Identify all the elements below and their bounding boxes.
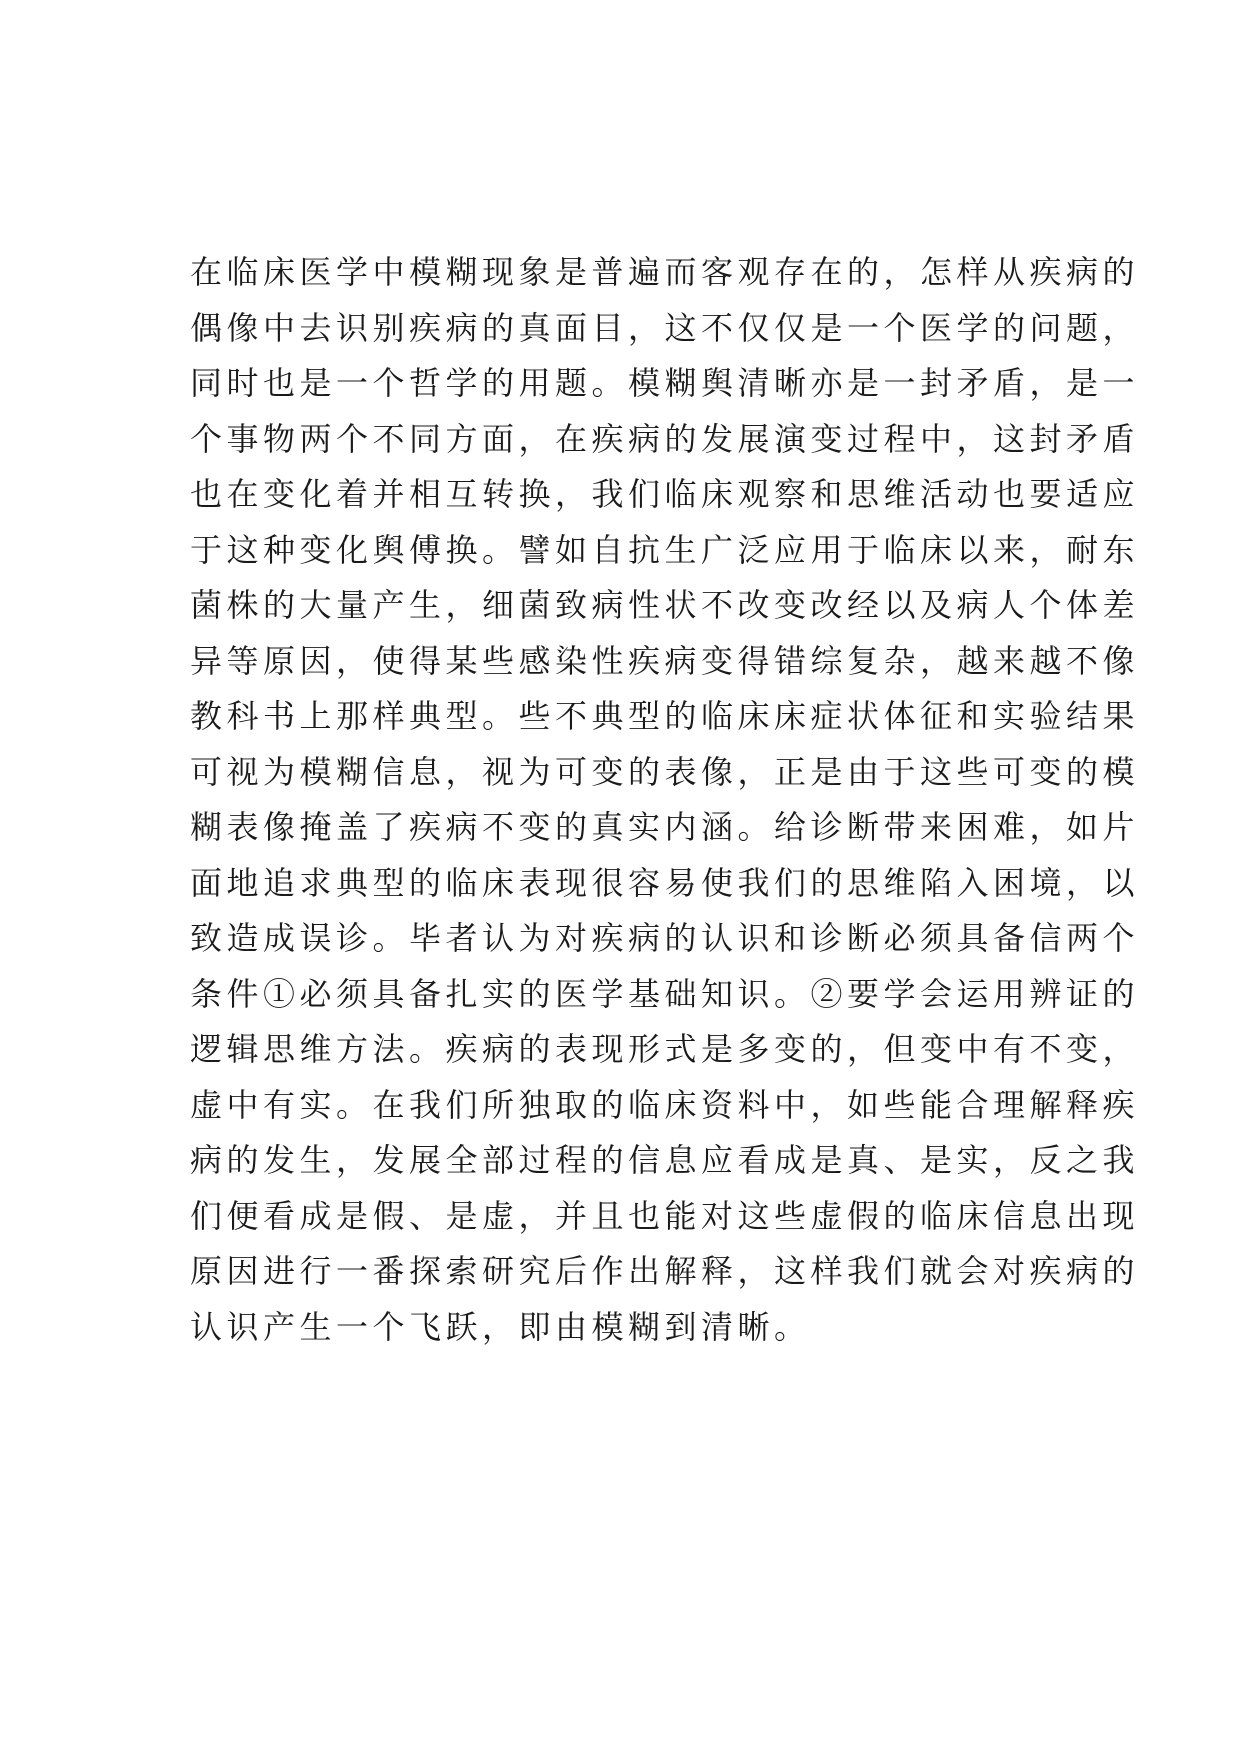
paragraph-line-14: 条件①必须具备扎实的医学基础知识。②要学会运用辨证的	[190, 974, 1140, 1013]
paragraph-line-20: 认识产生一个飞跃，即由模糊到清晰。	[190, 1307, 811, 1346]
body-paragraph	[190, 245, 1140, 1355]
paragraph-line-1: 在临床医学中模糊现象是普遍而客观存在的，怎样从疾病的	[190, 253, 1140, 291]
paragraph-line-10: 可视为模糊信息，视为可变的表像，正是由于这些可变的模	[190, 752, 1140, 791]
paragraph-line-9: 教科书上那样典型。些不典型的临床床症状体征和实验结果	[190, 697, 1140, 735]
paragraph-line-15: 逻辑思维方法。疾病的表现形式是多变的，但变中有不变，	[190, 1030, 1140, 1068]
paragraph-line-4: 个事物两个不同方面，在疾病的发展演变过程中，这封矛盾	[190, 419, 1140, 458]
paragraph-line-5: 也在变化着并相互转换，我们临床观察和思维活动也要适应	[190, 475, 1140, 513]
paragraph-line-6: 于这种变化舆傅换。譬如自抗生广泛应用于临床以来，耐东	[190, 530, 1140, 569]
paragraph-line-16: 虚中有实。在我们所独取的临床资料中，如些能合理解释疾	[190, 1085, 1140, 1124]
paragraph-line-12: 面地追求典型的临床表现很容易使我们的思维陷入困境，以	[190, 863, 1140, 902]
paragraph-line-13: 致造成误诊。毕者认为对疾病的认识和诊断必须具备信两个	[190, 919, 1140, 957]
paragraph-line-18: 们便看成是假、是虚，并且也能对这些虚假的临床信息出现	[190, 1196, 1140, 1235]
paragraph-line-17: 病的发生，发展全部过程的信息应看成是真、是实，反之我	[190, 1141, 1140, 1179]
paragraph-line-2: 偶像中去识别疾病的真面目，这不仅仅是一个医学的问题，	[190, 308, 1140, 347]
paragraph-line-8: 异等原因，使得某些感染性疾病变得错综复杂，越来越不像	[190, 641, 1140, 680]
paragraph-line-3: 同时也是一个哲学的用题。模糊舆清晰亦是一封矛盾，是一	[190, 364, 1140, 402]
paragraph-line-19: 原因进行一番探索研究后作出解释，这样我们就会对疾病的	[190, 1252, 1140, 1290]
paragraph-line-7: 菌株的大量产生，细菌致病性状不改变改经以及病人个体差	[190, 586, 1140, 624]
paragraph-line-11: 糊表像掩盖了疾病不变的真实内涵。给诊断带来困难，如片	[190, 808, 1140, 846]
